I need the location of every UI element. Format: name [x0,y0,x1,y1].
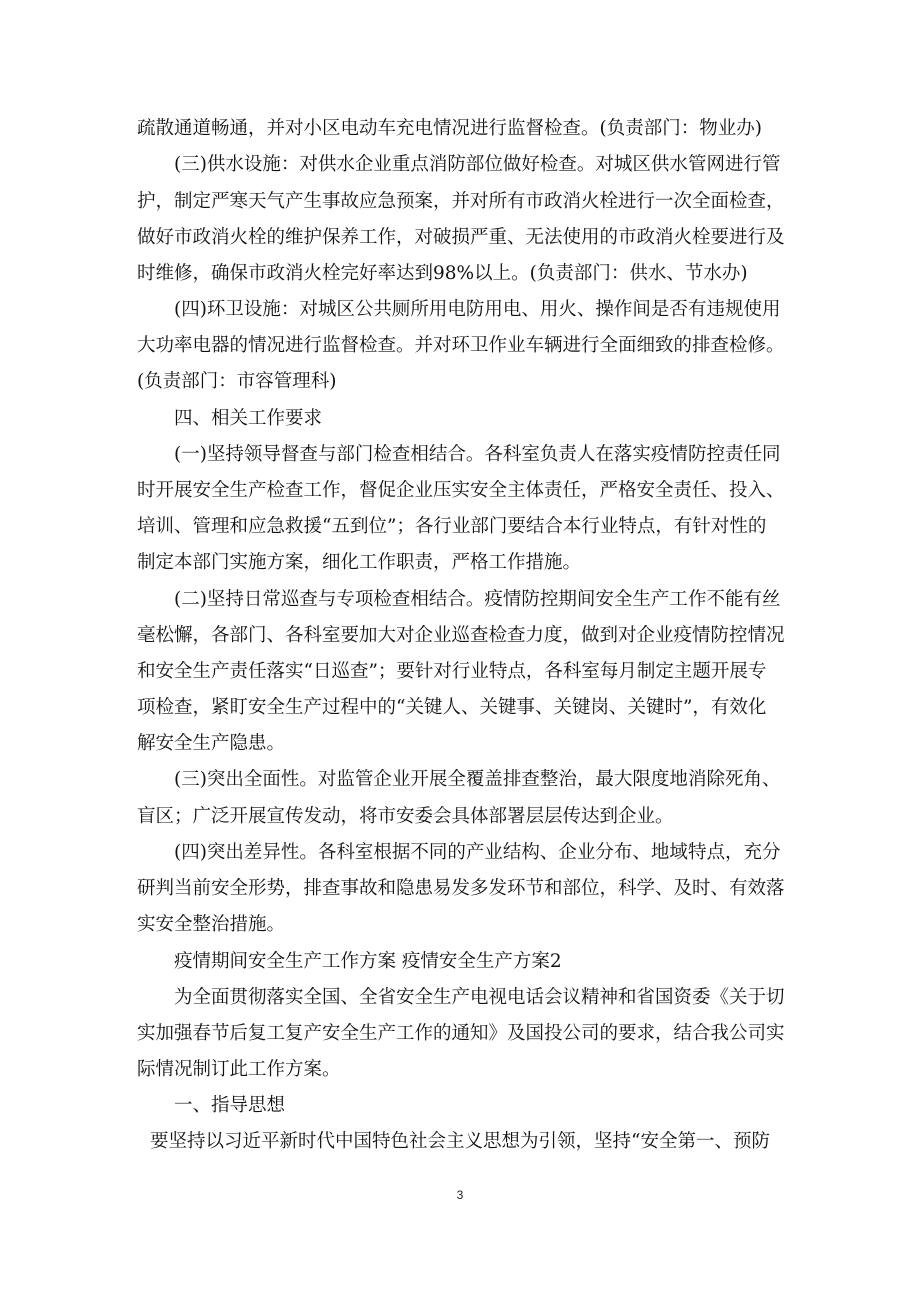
text-line: 培训、管理和应急救援“五到位”；各行业部门要结合本行业特点，有针对性的 [137,516,767,537]
text-line: 护，制定严寒天气产生事故应急预案，并对所有市政消火栓进行一次全面检查， [137,191,785,212]
text-line: 研判当前安全形势，排查事故和隐患易发多发环节和部位，科学、及时、有效落 [137,878,785,899]
text-line: 盲区；广泛开展宣传发动，将市安委会具体部署层层传达到企业。 [137,806,674,827]
text-line: 要坚持以习近平新时代中国特色社会主义思想为引领，坚持“安全第一、预防 [150,1131,770,1152]
text-line: 大功率电器的情况进行监督检查。并对环卫作业车辆进行全面细致的排查检修。 [137,335,785,356]
text-line: 时维修，确保市政消火栓完好率达到98%以上。(负责部门：供水、节水办) [137,263,748,284]
text-line: (二)坚持日常巡查与专项检查相结合。疫情防控期间安全生产工作不能有丝 [174,589,781,610]
text-line: (负责部门：市容管理科) [137,371,337,392]
section-heading: 四、相关工作要求 [174,408,323,429]
document-subtitle: 疫情期间安全生产工作方案 疫情安全生产方案2 [174,951,562,972]
text-line: 制定本部门实施方案，细化工作职责，严格工作措施。 [137,552,582,573]
text-line: 毫松懈，各部门、各科室要加大对企业巡查检查力度，做到对企业疫情防控情况 [137,625,785,646]
text-line: (四)环卫设施：对城区公共厕所用电防用电、用火、操作间是否有违规使用 [174,299,781,320]
section-heading: 一、指导思想 [174,1095,286,1116]
text-line: (四)突出差异性。各科室根据不同的产业结构、企业分布、地域特点，充分 [174,842,781,863]
text-line: 疏散通道畅通，并对小区电动车充电情况进行监督检查。(负责部门：物业办) [137,118,762,139]
page-number: 3 [456,1188,464,1202]
text-line: 解安全生产隐患。 [137,733,286,754]
text-line: 际情况制订此工作方案。 [137,1059,341,1080]
text-line: 实加强春节后复工复产安全生产工作的通知》及国投公司的要求，结合我公司实 [137,1023,785,1044]
text-line: 为全面贯彻落实全国、全省安全生产电视电话会议精神和省国资委《关于切 [174,987,785,1008]
text-line: 项检查，紧盯安全生产过程中的“关键人、关键事、关键岗、关键时”，有效化 [137,697,767,718]
text-line: 和安全生产责任落实“日巡查”；要针对行业特点，各科室每月制定主题开展专 [137,661,767,682]
text-line: 做好市政消火栓的维护保养工作，对破损严重、无法使用的市政消火栓要进行及 [137,227,785,248]
text-line: (三)突出全面性。对监管企业开展全覆盖排查整治，最大限度地消除死角、 [174,769,781,790]
text-line: (三)供水设施：对供水企业重点消防部位做好检查。对城区供水管网进行管 [174,154,781,175]
text-line: 实安全整治措施。 [137,914,286,935]
text-line: (一)坚持领导督查与部门检查相结合。各科室负责人在落实疫情防控责任同 [174,444,781,465]
text-line: 时开展安全生产检查工作，督促企业压实安全主体责任，严格安全责任、投入、 [137,480,785,501]
